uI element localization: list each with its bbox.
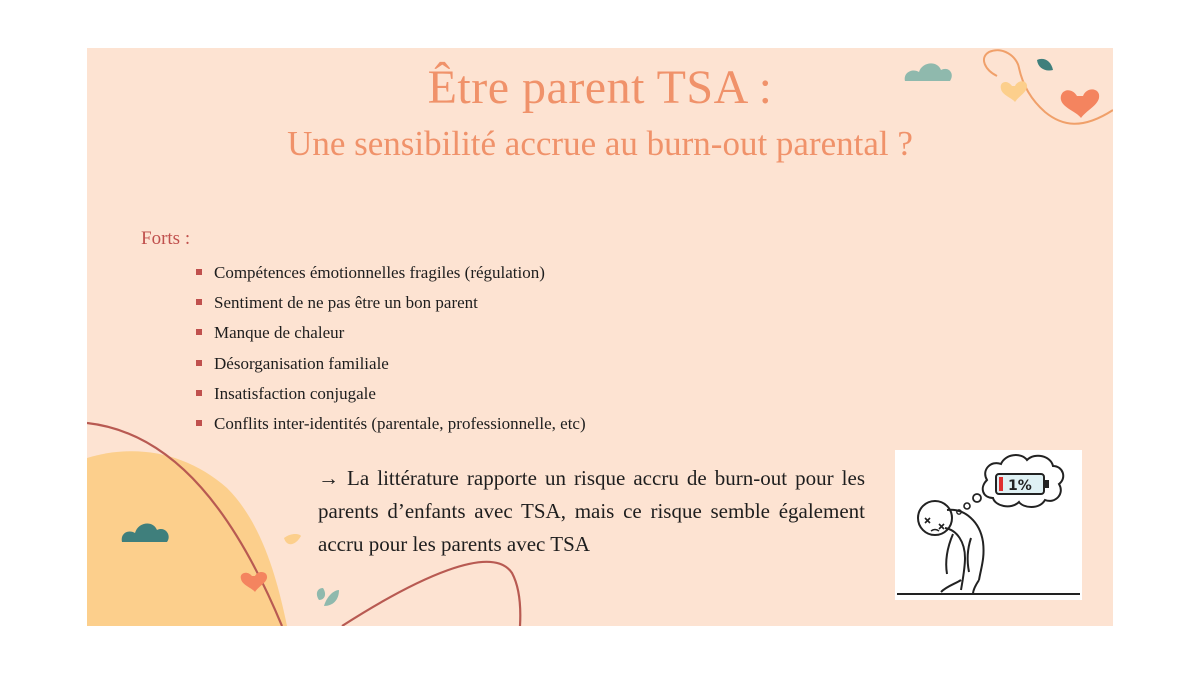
list-item-text: Désorganisation familiale bbox=[214, 353, 389, 373]
list-item bbox=[195, 349, 586, 379]
conclusion-text: → La littérature rapporte un risque accru de burn-out pour les parents d’enfants avec TSA, mais ce risque semble également accru pour les parents avec TSA bbox=[318, 466, 865, 556]
forts-label: Forts : bbox=[141, 228, 191, 249]
bullet-square-icon bbox=[196, 390, 202, 396]
bullet-square-icon bbox=[196, 420, 202, 426]
slide-title: Être parent TSA : bbox=[427, 61, 773, 114]
list-item-text: Manque de chaleur bbox=[214, 323, 345, 343]
list-item bbox=[195, 318, 586, 348]
list-item-text: Sentiment de ne pas être un bon parent bbox=[214, 293, 478, 313]
strengths-list bbox=[195, 258, 586, 439]
leaf-yellow-icon bbox=[284, 534, 301, 544]
bullet-square-icon bbox=[196, 299, 202, 305]
leaf-teal-icon bbox=[317, 588, 339, 606]
list-item bbox=[195, 258, 586, 288]
curve-line-bottom bbox=[342, 562, 520, 626]
yellow-blob-shape bbox=[87, 451, 287, 626]
slide-subtitle: Une sensibilité accrue au burn-out parental ? bbox=[287, 124, 913, 163]
list-item-text: Conflits inter-identités (parentale, professionnelle, etc) bbox=[214, 413, 586, 433]
list-item bbox=[195, 288, 586, 318]
list-item-text: Insatisfaction conjugale bbox=[214, 383, 376, 403]
bullet-square-icon bbox=[196, 360, 202, 366]
bullet-square-icon bbox=[196, 329, 202, 335]
exhausted-person-low-battery-icon bbox=[895, 450, 1082, 600]
list-item-text: Compétences émotionnelles fragiles (régulation) bbox=[214, 263, 545, 282]
illustration-image bbox=[895, 450, 1082, 600]
battery-text: 1% bbox=[1008, 478, 1032, 494]
bullet-square-icon bbox=[196, 269, 202, 275]
list-item bbox=[195, 409, 586, 439]
slide bbox=[87, 48, 1113, 626]
list-item bbox=[195, 379, 586, 409]
